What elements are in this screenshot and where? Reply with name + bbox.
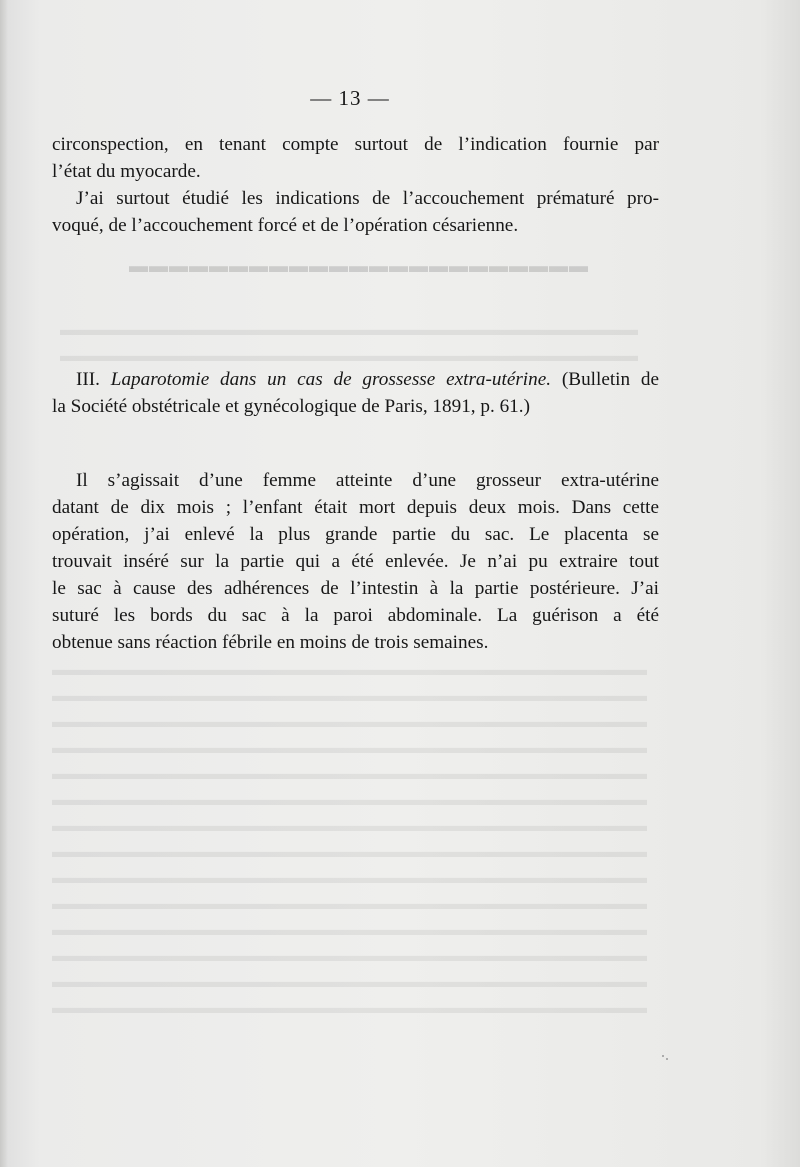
- text-line: voqué, de l’accouchement forcé et de l’opération césarienne.: [52, 215, 519, 236]
- text-line: l’état du myocarde.: [52, 161, 201, 182]
- page-number: — 13 —: [310, 86, 390, 110]
- citation-title: Laparotomie dans un cas de grossesse extra-utérine.: [110, 369, 552, 390]
- bleed-through-block: ▬▬▬▬▬▬▬▬▬▬▬▬▬▬▬▬▬▬▬▬▬▬▬▬▬▬▬▬▬▬▬▬▬▬▬: [52, 790, 647, 809]
- text-line: circonspection, en tenant compte surtout de l’indication fournie par: [52, 134, 659, 155]
- text-line: obtenue sans réaction fébrile en moins de trois semaines.: [52, 632, 489, 653]
- text-line: trouvait inséré sur la partie qui a été enlevée. Je n’ai pu extraire tout: [52, 551, 659, 572]
- bleed-through-heading: ▬▬▬▬▬▬▬▬▬▬▬▬▬▬▬▬▬▬▬▬▬▬▬: [128, 256, 588, 277]
- citation-source: (Bulletin de: [561, 369, 660, 390]
- text-line: suturé les bords du sac à la paroi abdominale. La guérison a été: [52, 605, 659, 626]
- text-line: opération, j’ai enlevé la plus grande partie du sac. Le placenta se: [52, 524, 659, 545]
- bleed-through-block: ▬▬▬▬▬▬▬▬▬▬▬▬▬▬▬▬▬▬▬▬▬▬▬▬▬▬▬▬▬▬▬▬▬▬▬: [52, 894, 647, 913]
- bleed-through-block: ▬▬▬▬▬▬▬▬▬▬▬▬▬▬▬▬▬▬▬▬▬▬▬▬▬▬▬▬▬▬▬▬▬▬: [60, 320, 638, 339]
- bleed-through-block: ▬▬▬▬▬▬▬▬▬▬▬▬▬▬▬▬▬▬▬▬▬▬▬▬▬▬▬▬▬▬▬▬▬▬▬: [52, 686, 647, 705]
- bleed-through-block: ▬▬▬▬▬▬▬▬▬▬▬▬▬▬▬▬▬▬▬▬▬▬▬▬▬▬▬▬▬▬▬▬▬▬▬: [52, 712, 647, 731]
- bleed-through-block: ▬▬▬▬▬▬▬▬▬▬▬▬▬▬▬▬▬▬▬▬▬▬▬▬▬▬▬▬▬▬▬▬▬▬▬: [52, 660, 647, 679]
- text-line: datant de dix mois ; l’enfant était mort depuis deux mois. Dans cette: [52, 497, 659, 518]
- bleed-through-block: ▬▬▬▬▬▬▬▬▬▬▬▬▬▬▬▬▬▬▬▬▬▬▬▬▬▬▬▬▬▬▬▬▬▬▬: [52, 816, 647, 835]
- bleed-through-block: ▬▬▬▬▬▬▬▬▬▬▬▬▬▬▬▬▬▬▬▬▬▬▬▬▬▬▬▬▬▬▬▬▬▬▬: [52, 946, 647, 965]
- text-line: Il s’agissait d’une femme atteinte d’une grosseur extra-utérine: [76, 470, 659, 491]
- citation-numeral: III.: [76, 369, 100, 390]
- bleed-through-block: ▬▬▬▬▬▬▬▬▬▬▬▬▬▬▬▬▬▬▬▬▬▬▬▬▬▬▬▬▬▬▬▬▬▬▬: [52, 868, 647, 887]
- publication-citation: [52, 366, 659, 420]
- bleed-through-block: ▬▬▬▬▬▬▬▬▬▬▬▬▬▬▬▬▬▬▬▬▬▬▬▬▬▬▬▬▬▬▬▬▬▬▬: [52, 764, 647, 783]
- paragraph: [52, 185, 659, 239]
- citation-line: [52, 366, 659, 393]
- paragraph: [52, 467, 659, 656]
- bleed-through-block: ▬▬▬▬▬▬▬▬▬▬▬▬▬▬▬▬▬▬▬▬▬▬▬▬▬▬▬▬▬▬▬▬▬▬▬: [52, 842, 647, 861]
- text-line: J’ai surtout étudié les indications de l’accouchement prématuré pro-: [76, 188, 659, 209]
- bleed-through-block: ▬▬▬▬▬▬▬▬▬▬▬▬▬▬▬▬▬▬▬▬▬▬▬▬▬▬▬▬▬▬▬▬▬▬▬: [52, 920, 647, 939]
- paper-speck: [662, 1055, 664, 1057]
- bleed-through-block: ▬▬▬▬▬▬▬▬▬▬▬▬▬▬▬▬▬▬▬▬▬▬▬▬▬▬▬▬▬▬▬▬▬▬▬: [52, 738, 647, 757]
- page-edge-shadow: [0, 0, 8, 1167]
- text-line: le sac à cause des adhérences de l’intestin à la partie postérieure. J’ai: [52, 578, 659, 599]
- bleed-through-block: ▬▬▬▬▬▬▬▬▬▬▬▬▬▬▬▬▬▬▬▬▬▬▬▬▬▬▬▬▬▬▬▬▬▬: [60, 346, 638, 365]
- bleed-through-block: ▬▬▬▬▬▬▬▬▬▬▬▬▬▬▬▬▬▬▬▬▬▬▬▬▬▬▬▬▬▬▬▬▬▬▬: [52, 998, 647, 1017]
- bleed-through-block: ▬▬▬▬▬▬▬▬▬▬▬▬▬▬▬▬▬▬▬▬▬▬▬▬▬▬▬▬▬▬▬▬▬▬▬: [52, 972, 647, 991]
- citation-line: la Société obstétricale et gynécologique de Paris, 1891, p. 61.): [52, 396, 530, 417]
- paper-speck: [666, 1058, 668, 1060]
- paragraph-continuation: [52, 131, 659, 185]
